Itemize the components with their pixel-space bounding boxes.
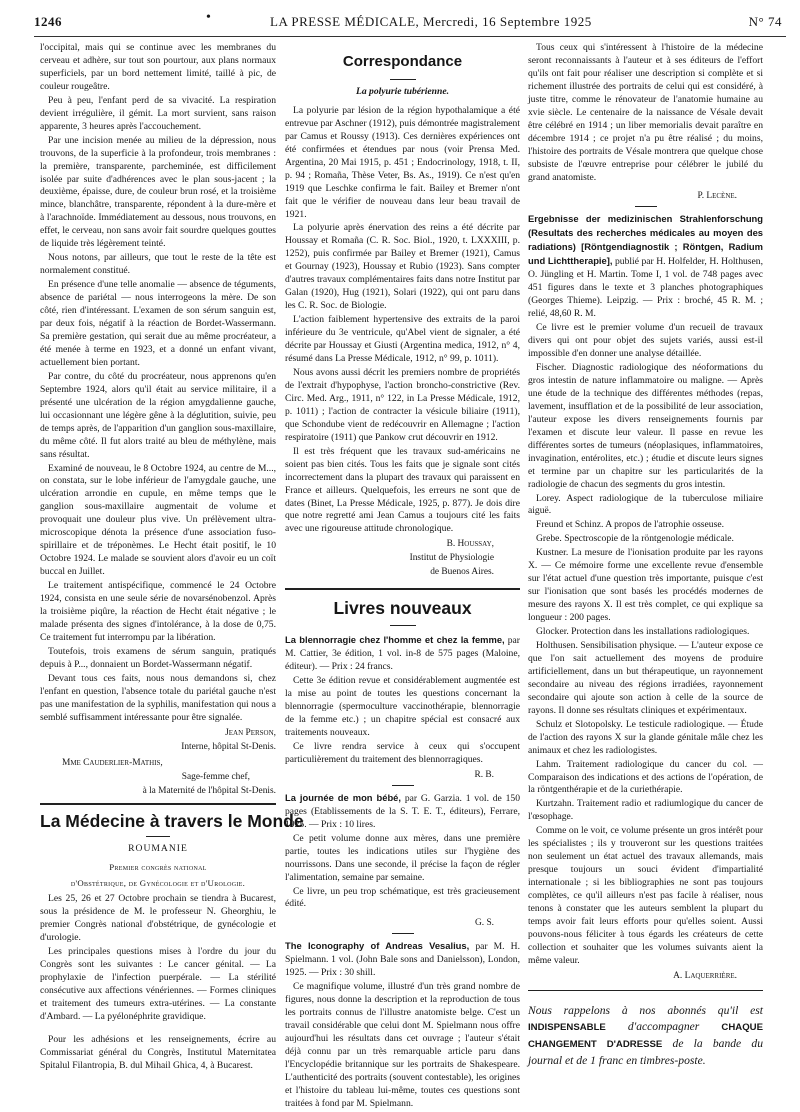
paragraph: l'occipital, mais qui se continue avec les membranes du cerveau et adhère, sur tout son pourtour, aux plans normaux superficiels, par un bord nettement limité, taillé à pic, de couleur rougeâtre.: [40, 42, 276, 92]
article-body: [40, 42, 276, 725]
section-title-correspondance: Correspondance: [342, 53, 463, 70]
author-affiliation: Institut de Physiologie: [409, 553, 494, 564]
issue-number: N° 74: [748, 14, 782, 29]
section-title-livres: Livres nouveaux: [333, 598, 472, 619]
paragraph: Fischer. Diagnostic radiologique des néoformations du gros intestin de nature inflammatoire ou maligne. — Après une étude de la technique des différentes méthodes (repas, lavement, insufflation et de la possibilité de leur association, l'auteur expose les divers renseignements fournis par l'examen et discute leur valeur. Il passe en revue les différentes sortes de tumeurs (néoplasiques, inflammatoires, invagination, entérolites, etc.) ; étudie et discute leurs signes et termine par un chapitre sur les particularités de la radiologie de chacun des segments du gros intestin.: [528, 361, 763, 490]
section-divider: [40, 803, 276, 805]
notice-emphasis: CHAQUE CHANGEMENT D'ADRESSE: [528, 1021, 763, 1050]
paragraph: Grebe. Spectroscopie de la röntgenologie médicale.: [536, 533, 734, 545]
paragraph: Lorey. Aspect radiologique de la tuberculose miliaire aiguë.: [528, 492, 763, 517]
notice-emphasis: INDISPENSABLE: [528, 1021, 606, 1033]
paragraph: Schulz et Slotopolsky. Le testicule radiologique. — Étude de l'action des rayons X sur la glande génitale mâle chez les animaux et chez les radiologistes.: [528, 718, 763, 756]
short-divider: [390, 625, 416, 626]
review-signature: A. Laquerrière.: [673, 970, 737, 981]
congress-heading-line1: Premier congrès national: [109, 862, 207, 873]
journal-title: LA PRESSE MÉDICALE, Mercredi, 16 Septembre 1925: [270, 14, 592, 29]
book-title: La journée de mon bébé,: [285, 791, 402, 803]
page-header: [34, 8, 786, 37]
article-subtitle: La polyurie tubérienne.: [355, 85, 449, 97]
review-signature: G. S.: [474, 918, 494, 929]
review-signature: R. B.: [474, 769, 494, 780]
section-divider: [528, 990, 763, 991]
paragraph: La polyurie par lésion de la région hypothalamique a été entrevue par Aschner (1912), puis démontrée magistralement par Camus et Roussy (1913). Ces dernières expériences ont été confirmées et étendues par nous (voir Prensa Med. Argentina, 20 Mai 1915, p. 451 ; Endocrinology, 1918, t. II, p. 94 ; Romaña, Thèse Veter, Bs. As., 1919). Ce n'est qu'en 1919 que Leschke confirma le fait. Bailey et Bremer n'ont fait que le vérifier de nouveau dans leur beau travail de 1921.: [285, 104, 520, 220]
author-name: B. Houssay,: [446, 539, 494, 550]
notice-text: d'accompagner: [627, 1019, 700, 1033]
paragraph: Peu à peu, l'enfant perd de sa vivacité. La respiration devient irrégulière, il gémit. La mort survient, sans raison apparente, 3 heures après l'accouchement.: [40, 94, 276, 132]
subscriber-notice: [528, 1003, 763, 1069]
paragraph: La polyurie après énervation des reins a été décrite par Houssay et Romaña (C. R. Soc. Biol., 1920, t. LXXXIII, p. 1252), puis confirmée par Bailey et Bremer (1921), Camus et Gournay (1923), Houssay et Rubio (1923). Sans compter d'autres travaux complémentaires faits dans notre Institut par Galan (1920), Hug (1921), Solari (1922), qui ont paru dans les C. R. Soc. de Biologie.: [285, 222, 520, 312]
paragraph: Freund et Schinz. A propos de l'atrophie osseuse.: [536, 519, 724, 531]
section-title-medecine: La Médecine à travers le Monde: [40, 810, 304, 831]
author-city: de Buenos Aires.: [430, 567, 494, 578]
paragraph: Les principales questions mises à l'ordre du jour du Congrès sont les suivantes : Le cancer génital. — La prophylaxie de l'infection puerpérale. — La stérilité consécutive aux affections vénériennes. — Formes cliniques et traitement des tumeurs extra-utérines. — La constante d'Ambard. — La pyélonéphrite gravidique.: [40, 946, 276, 1023]
paragraph: Glocker. Protection dans les installations radiologiques.: [536, 626, 750, 638]
paragraph: Le traitement antispécifique, commencé le 24 Octobre 1924, consista en une seule série de novarsénobenzol. Après la troisième piqûre, la réaction de Hecht était négative ; le malade présenta des signes d'intolérance, à la dose de 0,75. Ce traitement fut interrompu par la libération.: [40, 580, 276, 643]
paragraph: Kustner. La mesure de l'ionisation produite par les rayons X. — Ce mémoire forme une excellente revue d'ensemble sur l'état actuel d'une question très importante, puisque c'est sur l'ionisation que sont basés les procédés modernes de mesure des rayons X. Il est très complet, ce qui explique sa longueur : 200 pages.: [528, 547, 763, 624]
book-entry: [528, 213, 763, 321]
notice-text: de la bande du journal et de 1 franc en timbres-poste.: [528, 1036, 763, 1067]
paragraph: Comme on le voit, ce volume présente un gros intérêt pour les spécialistes ; ils y trouveront sur les questions traitées non seulement un état actuel des travaux allemands, mais presque toujours un souci évident d'impartialité internationale ; si les bibliographies ne sont pas toujours complètes, ce qu'il ailleurs n'est pas facile à réaliser, nous tenons à constater que les auteurs semblent la plupart du temps avoir fait leurs efforts pour qu'elles soient. Aussi pouvons-nous féliciter à tous égards les créateurs de cette collection et souhaiter que les volumes suivants aient la même valeur.: [528, 825, 763, 966]
review-signature: P. Lecène.: [697, 191, 737, 202]
paragraph: L'action faiblement hypertensive des extraits de la paroi inférieure du 3e ventricule, qu'Abel vient de signaler, a été décrite par Houssay et Giusti (Argentina medica, 1912, n° 4, résumé dans La Presse Médicale, 1912, n° 99, p. 1011).: [285, 314, 520, 365]
section-divider: [285, 588, 520, 590]
column-1: [40, 42, 304, 1074]
paragraph: Devant tous ces faits, nous nous demandons si, chez l'enfant en question, l'absence totale du pariétal gauche n'est pas une manifestation de la syphilis, manifestation qui nous a semblé suffisamment intéressante pour être signalée.: [40, 672, 276, 723]
paragraph: Ce petit volume donne aux mères, dans une première partie, toutes les indications utiles sur l'hygiène des nourrissons. Dans une seconde, il précise la façon de régler l'alimentation, semaine par semaine.: [285, 832, 520, 883]
coauthor-place: à la Maternité de l'hôpital St-Denis.: [142, 785, 276, 796]
book-title: The Iconography of Andreas Vesalius,: [285, 940, 470, 952]
short-divider: [146, 836, 170, 837]
column-2: [285, 42, 520, 1112]
book-details: publié par H. Holfelder, H. Holthusen, O. Jüngling et H. Martin. Tome I, 1 vol. de 748 pages avec 451 figures dans le texte et 3 planches photographiques (Georges Thieme). Leipzig. — Prix : broché, 45 R. M. ; relié, 48,60 R. M.: [528, 256, 763, 320]
paragraph: Ce livre est le premier volume d'un recueil de travaux divers qui ont pour objet des sujets variés, aussi est-il impossible d'en donner une analyse détaillée.: [528, 322, 763, 360]
paragraph: Pour les adhésions et les renseignements, écrire au Commissariat général du Congrès, Institutul Maternitatea Spitalul Filantropia, B. dul Mihail Ghica, 4, à Bucarest.: [40, 1034, 276, 1071]
congress-heading-line2: d'Obstétrique, de Gynécologie et d'Urologie.: [70, 878, 246, 889]
paragraph: Ce magnifique volume, illustré d'un très grand nombre de figures, nous donne la description et la reproduction de tous les portraits connus de l'illustre anatomiste belge. C'est un travail considérable que celui dont M. Spielmann nous offre aujourd'hui les résultats dans cet ouvrage ; l'auteur s'était déjà connu par un très remarquable article paru dans l'Encyclopédie britannique sur les portraits de Shakespeare. L'authenticité des portraits (souvent contestable), les origines et l'histoire du tableau lui-même, toutes ces questions sont traitées à fond par M. Spielmann.: [285, 981, 520, 1109]
coauthor-role: Sage-femme chef,: [181, 771, 250, 782]
paragraph: Kurtzahn. Traitement radio et radiumlogique du cancer de l'œsophage.: [528, 798, 763, 823]
column-3: [528, 42, 763, 1069]
page-number: 1246: [34, 14, 62, 29]
book-details: par M. Cattier, 3e édition, 1 vol. in-8 de 575 pages (Maloine, éditeur). — Prix : 24 francs.: [285, 635, 520, 673]
book-entry: [285, 940, 520, 980]
short-divider: [635, 206, 657, 207]
short-divider: [392, 933, 414, 934]
paragraph: Par une incision menée au milieu de la dépression, nous trouvons, de la superficie à la profondeur, trois membranes : la première, transparente, parcheminée, est difficilement isolée par suite d'adhérences avec le plan sous-jacent ; la deuxième, épaisse, dure, de couleur brun rosé, et la troisième mince, blanchâtre, transparente, répondent à la dure-mère et à l'arachnoïde. Immédiatement au dessous, nous trouvons, en effet, le cerveau, non sans avoir fait sourdre quelques gouttes de liquide très légèrement teinté.: [40, 134, 276, 250]
coauthor-name: Mme Cauderlier-Mathis,: [62, 757, 163, 768]
notice-text: Nous rappelons à nos abonnés qu'il est: [528, 1003, 763, 1017]
paragraph: Les 25, 26 et 27 Octobre prochain se tiendra à Bucarest, sous la présidence de M. le professeur N. Gheorghiu, le premier Congrès national d'obstétrique, de gynécologie et d'urologie.: [40, 893, 276, 944]
paragraph: Ce livre, un peu trop schématique, est très gracieusement édité.: [285, 885, 520, 910]
header-bullet: •: [206, 10, 212, 25]
paragraph: Nous notons, par ailleurs, que tout le reste de la tête est normalement constitué.: [40, 252, 276, 277]
paragraph: Examiné de nouveau, le 8 Octobre 1924, au centre de M..., on constata, sur le lobe inférieur de l'amygdale gauche, une ulcération arrondie en cupule, en même temps que le ganglion sous-maxillaire augmentait de volume et provoquait une douleur plus vive. Un prélèvement ultra-microscopique dénota la présence d'une association fuso-spirillaire et de tréponèmes. Le Hecht était positif, le 10 Octobre 1924. Le malade se souvient alors d'avoir eu un coït buccal en Juillet.: [40, 462, 276, 578]
author-role: Interne, hôpital St-Denis.: [181, 741, 276, 752]
book-details: par G. Garzia. 1 vol. de 150 pages (Etablissements de la S. T. E. T., éditeurs), Ferrare, 1925. — Prix : 10 lires.: [285, 792, 520, 830]
country-heading: ROUMANIE: [128, 842, 188, 854]
paragraph: Par contre, du côté du procréateur, nous apprenons qu'en Septembre 1924, alors qu'il était au service militaire, il a présenté une ulcération de la région amygdalienne gauche, lui occasionnant une légère gêne à la déglutition, suivie, peu de temps après, de l'apparition d'un ganglion sous-maxillaire, du même côté. Il fut alors traité au bleu de méthylène, mais sans résultat.: [40, 370, 276, 460]
paragraph: Ce livre rendra service à ceux qui s'occupent particulièrement du traitement des blennorragiques.: [285, 740, 520, 765]
book-title: La blennorragie chez l'homme et chez la femme,: [285, 634, 505, 646]
paragraph: Toutefois, trois examens de sérum sanguin, pratiqués depuis à P..., donnaient un Bordet-Wassermann négatif.: [40, 645, 276, 670]
paragraph: Holthusen. Sensibilisation physique. — L'auteur expose ce que l'on sait actuellement des moyens de produire artificiellement, dans un but thérapeutique, un rayonnement secondaire au niveau des régions irradiées, rayonnement secondaire qui ajoute son action à celle de la source de rayons. Il donne ses résultats cliniques et expérimentaux.: [528, 639, 763, 716]
short-divider: [392, 785, 414, 786]
paragraph: Lahm. Traitement radiologique du cancer du col. — Comparaison des indications et des actions de l'opération, de la röntgenthérapie et de la curiethérapie.: [528, 758, 763, 796]
book-entry: [285, 792, 520, 832]
paragraph: Tous ceux qui s'intéressent à l'histoire de la médecine seront reconnaissants à l'auteur et à ses éditeurs de l'effort qu'ils ont fait pour réaliser une description si complète et si richement illustrée des portraits de celui qui est considéré, à juste titre, comme le rénovateur de l'anatomie humaine au xvie siècle. Le centenaire de la naissance de Vésale devait être célébré en 1914 ; un liber memorialis devait paraître en décembre 1914 ; ce projet n'a pu être réalisé ; du moins, l'histoire des portraits de Vésale montrera que quelque chose subsiste de l'œuvre entreprise pour célébrer le jubilé du grand anatomiste.: [528, 42, 763, 183]
paragraph: En présence d'une telle anomalie — absence de téguments, absence de pariétal — nous interrogeons la mère. De son côté, rien d'intéressant. L'examen de son sérum sanguin est, par deux fois, négatif à la réaction de Bordet-Wassermann. Sa première gestation, qui serait due au même procréateur, a été menée à terme en 1923, et a donné un enfant vivant, actuellement bien portant.: [40, 279, 276, 368]
book-details: par M. H. Spielmann. 1 vol. (John Bale sons and Danielsson), London, 1925. — Prix : 30 shill.: [285, 941, 520, 979]
paragraph: Nous avons aussi décrit les premiers nombre de propriétés de l'extrait d'hypophyse, l'action broncho-constrictive (Rev. Circ. Med. Arg., 1911, n° 122, in La Presse Médicale, 1912, p. 1011) ; l'action de contracter la vésicule biliaire (1911), que Schondube vient de redécouvrir en Allemagne ; l'action respiratoire (1911) que Pankow crut découvrir en 1912.: [285, 366, 520, 443]
paragraph: Cette 3e édition revue et considérablement augmentée est la mise au point de toutes les questions concernant la blennorragie (spermoculture vaccinothérapie, blennorragie de la femme etc.) ; un chapitre spécial est consacré aux traitements nouveaux.: [285, 675, 520, 738]
book-entry: [285, 634, 520, 674]
short-divider: [390, 79, 416, 80]
paragraph: Il est très fréquent que les travaux sud-américains ne soient pas bien cités. Tous les faits que je signale sont cités incorrectement dans la plupart des travaux qui paraissent en France et ailleurs. Quelquefois, les erreurs ne sont que de dates (Binet, La Presse Médicale, 1925, p. 877). Je dois dire que notre regretté ami Jean Camus a toujours cité les faits avec une rigoureuse attitude chronologique.: [285, 445, 520, 535]
book-title: Ergebnisse der medizinischen Strahlenforschung (Resultats des recherches médicales au moyen des radiations) [Röntgendiagnostik ; Röntgen, Radium und Lichttherapie],: [528, 213, 763, 267]
author-name: Jean Person,: [225, 727, 276, 738]
